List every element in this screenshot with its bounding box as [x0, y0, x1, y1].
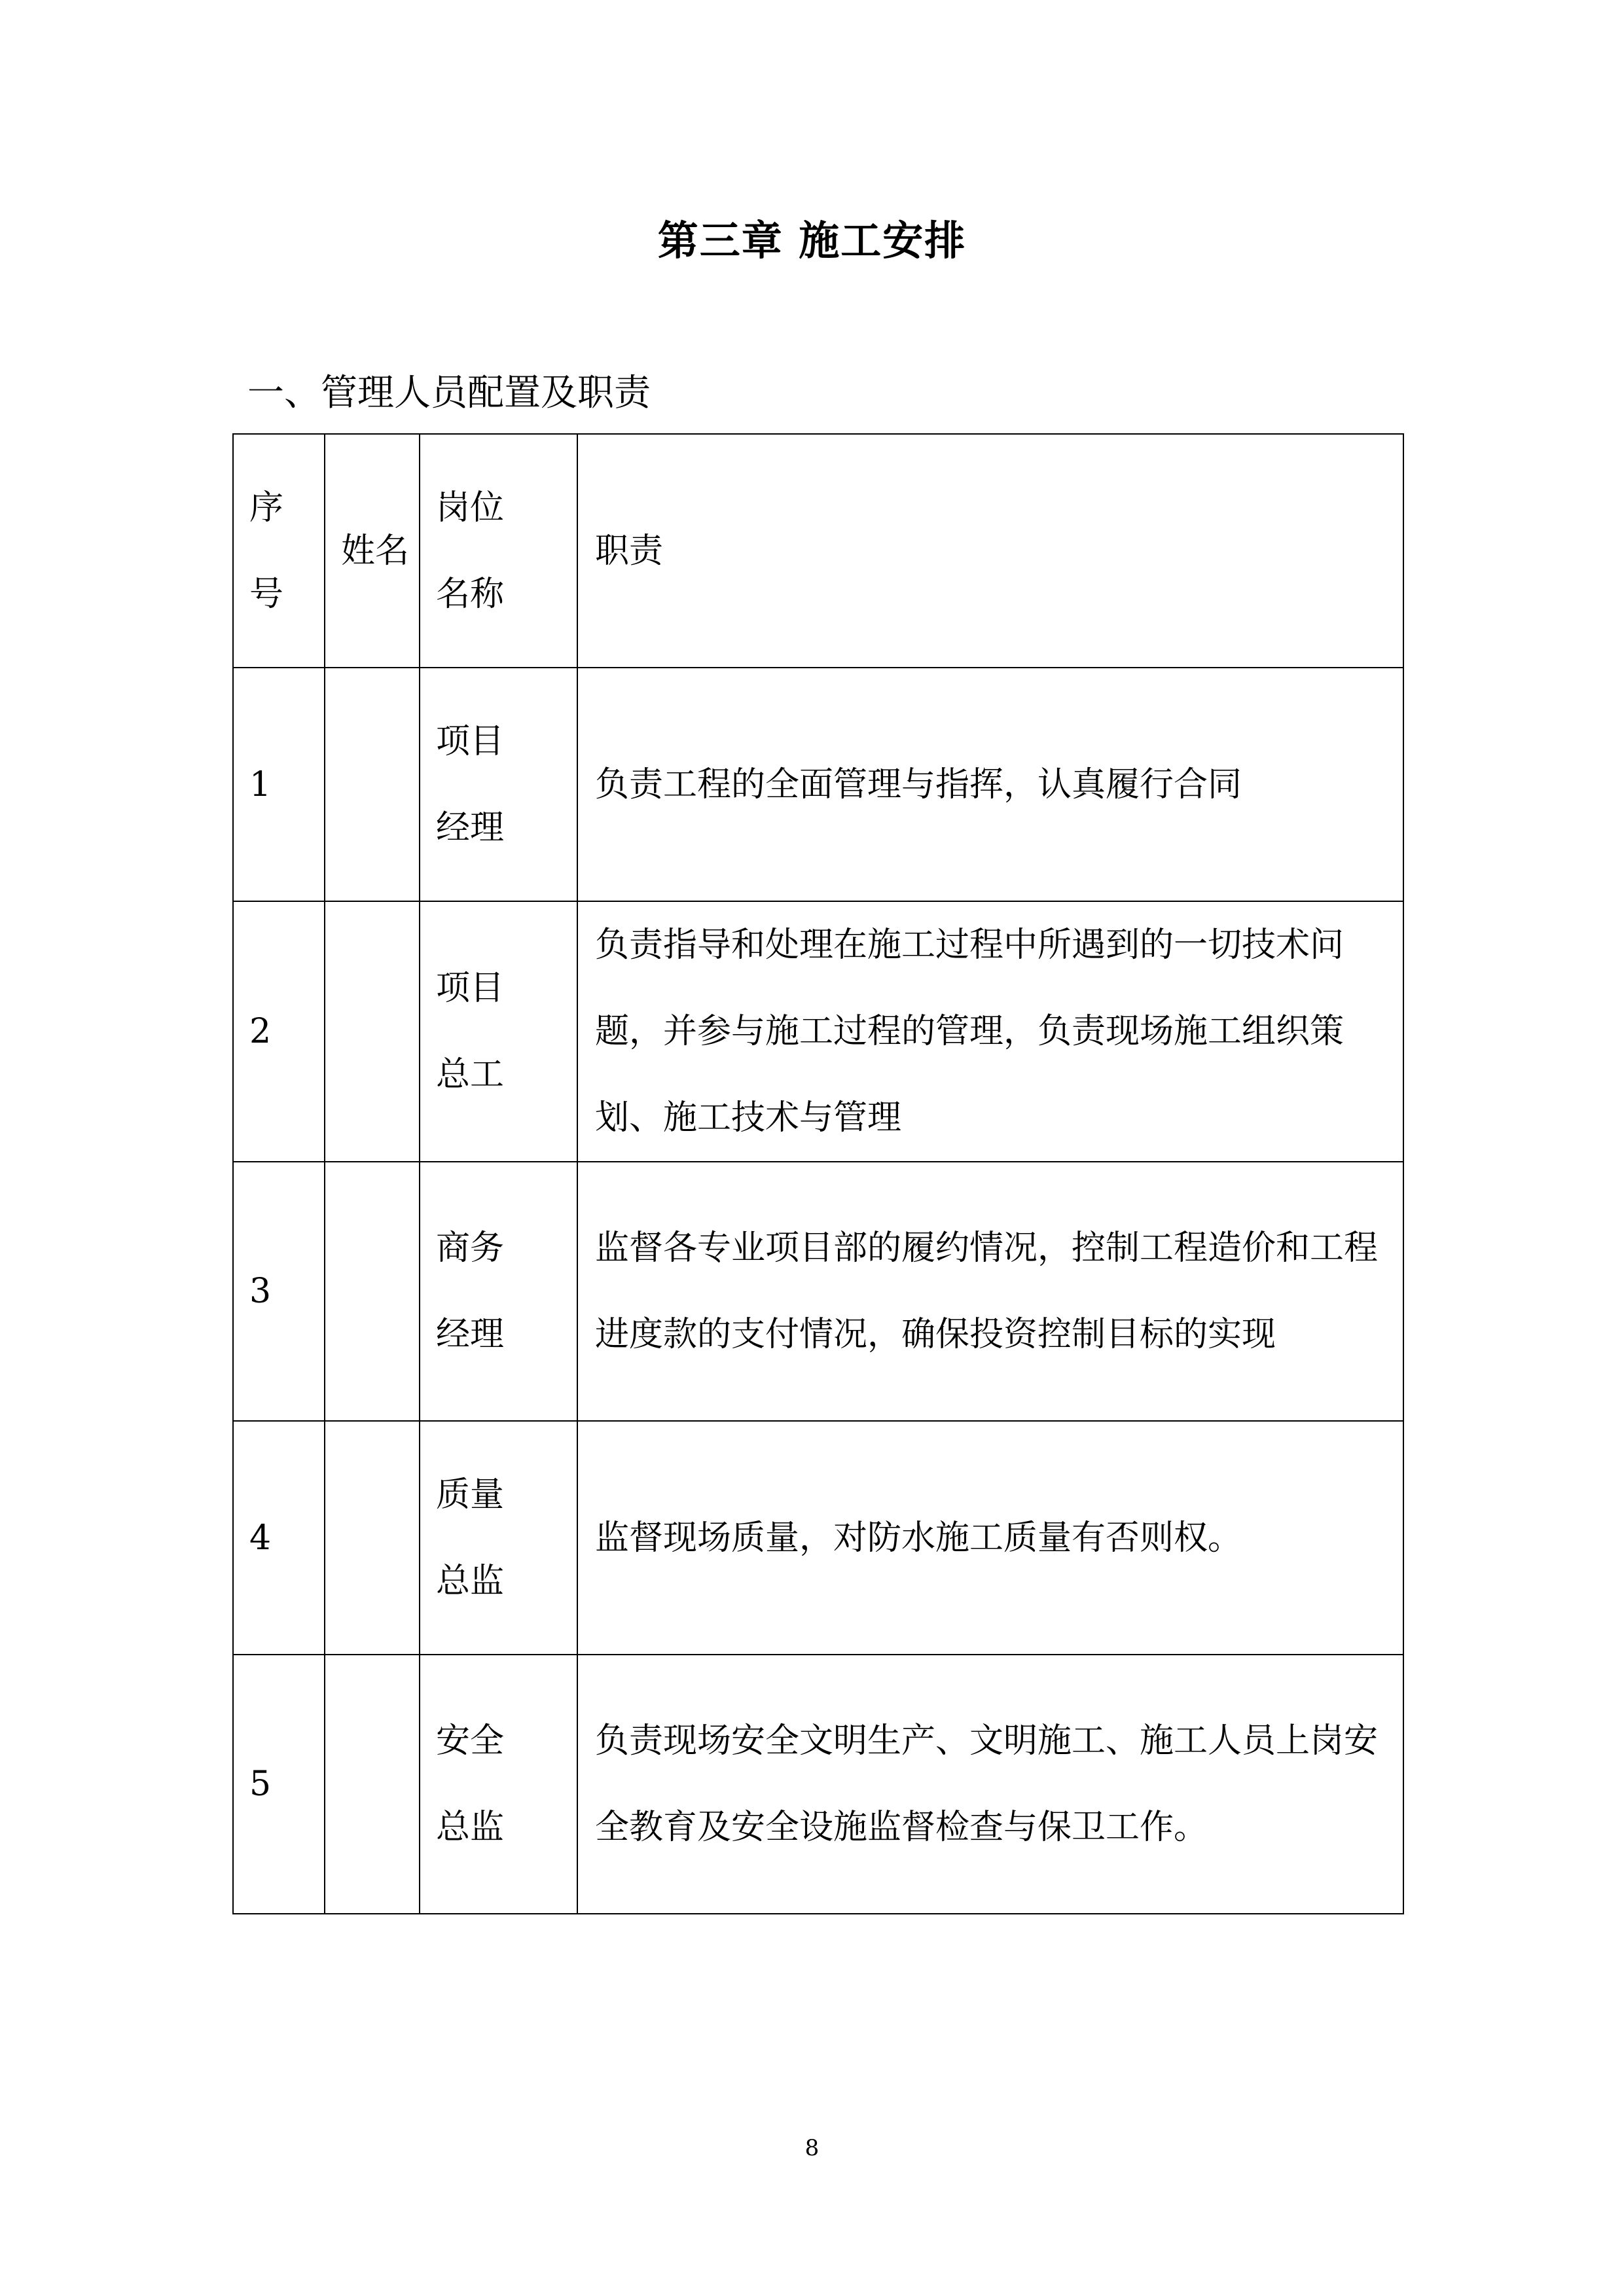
table-row [233, 901, 1403, 1162]
header-no-label: 序号 [249, 488, 284, 614]
cell-no: 5 [233, 1655, 325, 1914]
table-row [233, 1421, 1403, 1655]
cell-post [420, 1162, 577, 1421]
cell-post-label: 质量总监 [436, 1475, 505, 1601]
table-header-row [233, 434, 1403, 668]
chapter-title: 第三章 施工安排 [657, 217, 967, 264]
cell-post [420, 1421, 577, 1655]
cell-no: 4 [233, 1421, 325, 1655]
cell-no: 1 [233, 668, 325, 901]
header-name: 姓名 [325, 434, 420, 668]
cell-post-label: 商务经理 [436, 1229, 505, 1354]
section-heading: 一、管理人员配置及职责 [247, 372, 651, 414]
cell-duty: 负责指导和处理在施工过程中所遇到的一切技术问题，并参与施工过程的管理，负责现场施工组织策划、施工技术与管理 [577, 901, 1403, 1162]
header-duty: 职责 [577, 434, 1403, 668]
cell-post-label: 项目总工 [436, 969, 505, 1094]
cell-name [325, 668, 420, 901]
cell-duty: 负责工程的全面管理与指挥，认真履行合同 [577, 668, 1403, 901]
cell-no: 3 [233, 1162, 325, 1421]
cell-no: 2 [233, 901, 325, 1162]
table-row [233, 668, 1403, 901]
header-no [233, 434, 325, 668]
cell-name [325, 1421, 420, 1655]
cell-name [325, 901, 420, 1162]
cell-post-label: 安全总监 [436, 1721, 505, 1847]
page-number: 8 [804, 2135, 820, 2161]
cell-duty: 监督各专业项目部的履约情况，控制工程造价和工程进度款的支付情况，确保投资控制目标的实现 [577, 1162, 1403, 1421]
cell-name [325, 1162, 420, 1421]
staff-duty-table [232, 433, 1404, 1914]
header-post-label: 岗位名称 [436, 488, 505, 614]
header-post [420, 434, 577, 668]
cell-duty: 负责现场安全文明生产、文明施工、施工人员上岗安全教育及安全设施监督检查与保卫工作。 [577, 1655, 1403, 1914]
table-row [233, 1655, 1403, 1914]
cell-post [420, 1655, 577, 1914]
table-row [233, 1162, 1403, 1421]
cell-post [420, 668, 577, 901]
cell-name [325, 1655, 420, 1914]
cell-post [420, 901, 577, 1162]
cell-duty: 监督现场质量，对防水施工质量有否则权。 [577, 1421, 1403, 1655]
cell-post-label: 项目经理 [436, 721, 505, 848]
